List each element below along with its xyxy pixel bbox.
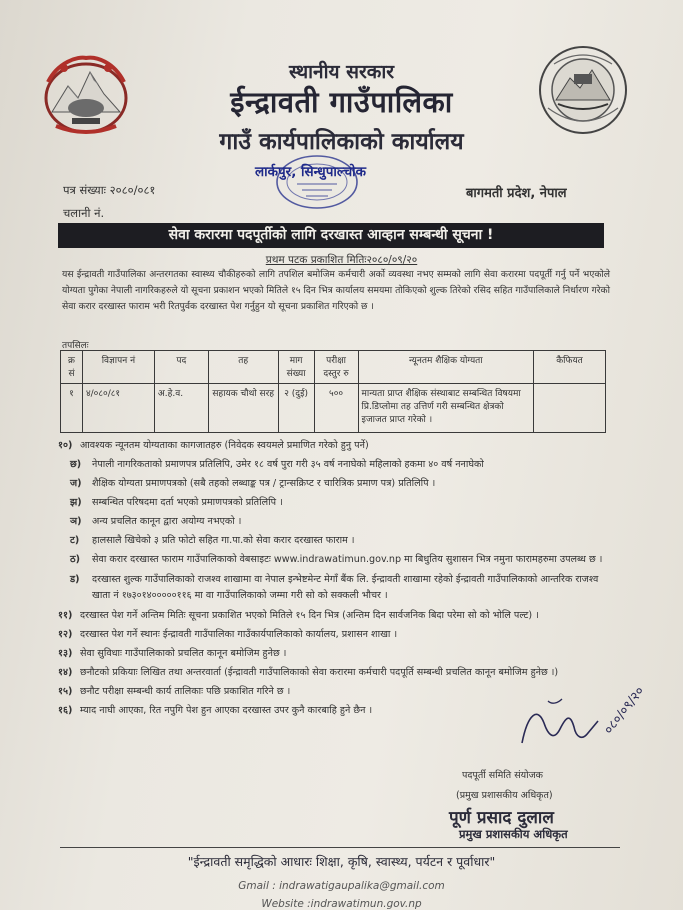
- province-label: बागमती प्रदेश, नेपाल: [466, 186, 567, 201]
- list-item: [58, 457, 618, 472]
- list-item-text: सम्बन्धित परिषदमा दर्ता भएको प्रमाणपत्रको प्रतिलिपि ।: [92, 497, 283, 508]
- municipality-name: ईन्द्रावती गाउँपालिका: [230, 85, 453, 119]
- table-cell: २ (दुई): [278, 384, 314, 433]
- list-item-key: १३): [58, 648, 73, 659]
- list-item-text: सेवा करार दरखास्त फाराम गाउँपालिकाको वेबसाइटः www.indrawatimun.gov.np मा बिधुतिय सुशासन भित्र नमुना फारामहरुमा उपलब्ध छ ।: [92, 554, 603, 565]
- table-header-cell: परीक्षा दस्तुर रु: [314, 351, 358, 384]
- office-stamp-icon: [262, 150, 372, 212]
- list-item-key: ठ): [70, 554, 80, 565]
- footer-email: Gmail : indrawatigaupalika@gmail.com: [238, 880, 445, 892]
- signatory-name: पूर्ण प्रसाद दुलाल: [449, 808, 554, 828]
- list-item: [58, 533, 618, 548]
- table-cell: १: [61, 384, 83, 433]
- list-item-text: म्याद नाघी आएका, रित नपुगि पेश हुन आएका दरखास्त उपर कुनै कारबाहि हुने छैन ।: [80, 705, 373, 716]
- table-header-cell: माग संख्या: [278, 351, 314, 384]
- table-cell: ५००: [314, 384, 358, 433]
- table-cell: सहायक चौथो सरह: [208, 384, 278, 433]
- list-item: [58, 665, 618, 680]
- list-item-text: आवश्यक न्यूनतम योग्यताका कागजातहरु (निवेदक स्वयमले प्रमाणित गरेको हुनु पर्ने): [80, 440, 369, 451]
- list-item-text: दरखास्त शुल्क गाउँपालिकाको राजश्व शाखामा वा नेपाल इन्भेष्टमेन्ट मेगाँ बैंक लि. ईन्द्रावती शाखामा रहेको ईन्द्रावती गाउँपालिकाको आन्तरिक राजश्व खाता नं १७३०१४०००००११६ मा वा गाउँपालिकाको जम्मा गरी सो को सक्कली भौचर ।: [92, 574, 599, 601]
- vacancy-table: [60, 350, 606, 433]
- list-item: [58, 514, 618, 529]
- signatory-role-note: (प्रमुख प्रशासकीय अधिकृत): [456, 790, 553, 801]
- list-item-text: छनौट परीक्षा सम्बन्धी कार्य तालिकाः पछि प्रकाशित गरिने छ ।: [80, 686, 291, 697]
- list-item: [58, 552, 618, 568]
- table-header-cell: विज्ञापन नं: [82, 351, 154, 384]
- list-item: [58, 627, 618, 642]
- signatory-role: पदपूर्ती समिति संयोजक: [462, 770, 543, 781]
- table-header-row: [61, 351, 606, 384]
- signature-date: ०८०/०९/२०: [601, 684, 648, 738]
- requirements-list: [58, 438, 618, 722]
- list-item-key: १४): [58, 667, 73, 678]
- list-item: [58, 476, 618, 491]
- table-cell: अ.हे.व.: [154, 384, 208, 433]
- office-address: लार्कपुर, सिन्धुपाल्चोक: [255, 164, 367, 180]
- table-cell: [534, 384, 606, 433]
- footer-website: Website :indrawatimun.gov.np: [261, 898, 422, 910]
- notice-body: यस ईन्द्रावती गाउँपालिका अन्तरगतका स्वास्थ्य चौकीहरुको लागि तपशिल बमोजिम कर्मचारी अर्को व्यवस्था नभए सम्मको लागि सेवा करारमा पदपूर्ती गर्नु पर्ने भएकोले योग्यता पुगेका नेपाली नागरिकहरुले यो सूचना प्रकाशन भएको मितिले १५ दिन भित्र कार्यालय समयमा तोकिएको शुल्क तिरेको रसिद सहित गाउँपालिकाले निर्धारण गरेको सेवा करार दरखास्त फाराम भरी रितपुर्वक दरखास्त पेश गर्नुहुन यो सूचना प्रकाशित गरिएको छ ।: [62, 269, 610, 312]
- list-item: [58, 572, 618, 604]
- list-item-key: छ): [70, 459, 82, 470]
- list-item-text: हालसालै खिचेको ३ प्रति फोटो सहित गा.पा.को सेवा करार दरखास्त फाराम ।: [92, 535, 355, 546]
- list-item-text: दरखास्त पेश गर्ने अन्तिम मितिः सूचना प्रकाशित भएको मितिले १५ दिन भित्र (अन्तिम दिन सार्वजनिक बिदा परेमा सो को भोलि पल्ट) ।: [80, 610, 539, 621]
- office-name: गाउँ कार्यपालिकाको कार्यालय: [219, 129, 464, 155]
- signatory-title: प्रमुख प्रशासकीय अधिकृत: [459, 827, 568, 841]
- table-header-cell: क्र सं: [61, 351, 83, 384]
- table-header-cell: पद: [154, 351, 208, 384]
- table-label: तपसिलः: [62, 341, 89, 351]
- list-item-text: दरखास्त पेश गर्ने स्थानः ईन्द्रावती गाउँपालिका गाउँकार्यपालिकाको कार्यालय, प्रशासन शाखा ।: [80, 629, 398, 640]
- list-item-key: ट): [70, 535, 80, 546]
- publish-date: प्रथम पटक प्रकाशित मितिः२०८०/०९/२०: [265, 254, 418, 266]
- table-cell: ४/०८०/८१: [82, 384, 154, 433]
- table-row: [61, 384, 606, 433]
- list-item-key: झ): [70, 497, 82, 508]
- notice-title-banner: सेवा करारमा पदपूर्तीको लागि दरखास्त आव्हान सम्बन्धी सूचना !: [58, 223, 604, 248]
- dispatch-number: चलानी नं.: [63, 206, 105, 220]
- list-item-key: १०): [58, 440, 73, 451]
- list-item-text: नेपाली नागरिकताको प्रमाणपत्र प्रतिलिपि, उमेर १८ वर्ष पुरा गरी ३५ वर्ष ननाघेको महिलाको हकमा ४० वर्ष ननाघेको: [92, 459, 484, 470]
- list-item-text: शैक्षिक योग्यता प्रमाणपत्रको (सबै तहको लब्धाङ्क पत्र / ट्रान्सक्रिप्ट र चारित्रिक प्रमाण पत्र) प्रतिलिपि ।: [92, 478, 436, 489]
- list-item: [58, 495, 618, 510]
- list-item: [58, 608, 618, 623]
- list-item-key: १६): [58, 705, 73, 716]
- list-item-key: १२): [58, 629, 73, 640]
- footer-divider: [60, 847, 620, 848]
- list-item-key: ११): [58, 610, 73, 621]
- letter-number: पत्र संख्याः २०८०/०८१: [63, 183, 156, 197]
- list-item-text: सेवा सुविधाः गाउँपालिकाको प्रचलित कानून बमोजिम हुनेछ ।: [80, 648, 287, 659]
- table-cell: मान्यता प्राप्त शैक्षिक संस्थाबाट सम्बन्धित विषयमा प्रि.डिप्लोमा तह उत्तिर्ण गरी सम्बन्धित क्षेत्रको इजाजत प्राप्त गरेको ।: [358, 384, 534, 433]
- table-header-cell: तह: [208, 351, 278, 384]
- list-item: [58, 438, 618, 453]
- list-item-text: अन्य प्रचलित कानून द्वारा अयोग्य नभएको ।: [92, 516, 242, 527]
- list-item-key: ञ): [70, 516, 82, 527]
- footer-slogan: "ईन्द्रावती समृद्धिको आधारः शिक्षा, कृषि, स्वास्थ्य, पर्यटन र पूर्वाधार": [187, 854, 496, 869]
- table-header-cell: न्यूनतम शैक्षिक योग्यता: [358, 351, 534, 384]
- list-item-key: ज): [70, 478, 82, 489]
- list-item-key: १५): [58, 686, 73, 697]
- list-item-key: ड): [70, 574, 80, 585]
- list-item-text: छनौटको प्रकियाः लिखित तथा अन्तरवार्ता (ईन्द्रावती गाउँपालिकाको सेवा करारमा कर्मचारी पदपूर्ति सम्बन्धी प्रचलित कानून बमोजिम हुनेछ ।): [80, 667, 559, 678]
- list-item: [58, 646, 618, 661]
- table-header-cell: कैफियत: [534, 351, 606, 384]
- handwritten-signature-icon: [518, 683, 668, 763]
- header-line1: स्थानीय सरकार: [288, 61, 395, 83]
